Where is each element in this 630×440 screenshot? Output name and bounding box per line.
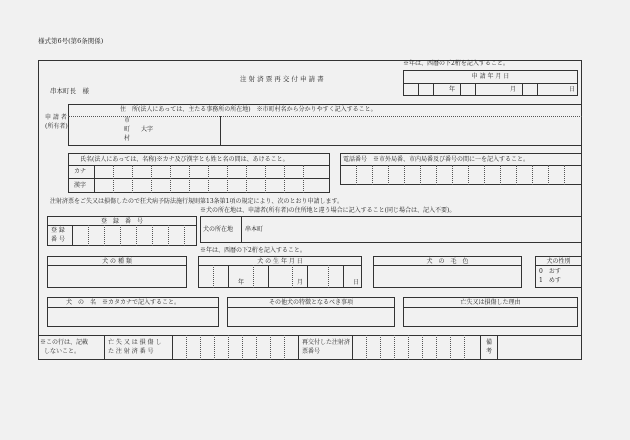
address-label: 住 所(法人にあっては、主たる事務所の所在地) ※市町村名から分かりやすく記入すること。 [120,106,377,113]
registration-header: 登 録 番 号 [100,218,143,225]
registration-label-1: 登 録 [51,227,65,234]
loss-reason-header: 亡失又は損傷した理由 [460,299,521,306]
kanji-label: 漢字 [74,182,87,189]
dog-coat-header: 犬 の 毛 色 [426,258,469,265]
lost-number-label-1: 亡 失 又 は 損 傷 し [108,339,162,346]
lost-number-label-2: た 注 射 済 番 号 [108,348,154,355]
dog-location-label: 犬の所在地 [203,226,234,233]
address-town: 町 [124,126,131,133]
dog-features-header: その他犬の特徴となるべき事項 [268,299,353,306]
dog-location-note: ※犬の所在地は、申請者(所有者)の住所地と違う場合に記入すること(同じ場合は、記入不要)。 [200,207,456,214]
owner-label: (所有者) [45,123,68,130]
application-day[interactable]: 日 [569,86,576,93]
remarks-label-1: 備 [486,339,493,346]
form-title: 注 射 済 票 再 交 付 申 請 書 [240,75,324,83]
address-village: 村 [124,135,131,142]
dog-birth-header: 犬 の 生 年 月 日 [257,258,303,265]
recipient: 串本町長 様 [50,87,89,95]
kana-label: カナ [74,168,87,175]
address-city: 市 [124,117,131,124]
form-number: 様式第6号(第6条関係) [38,37,104,45]
application-year[interactable]: 年 [449,86,456,93]
birth-month[interactable]: 月 [297,279,304,286]
office-use-note-1: ※この行は、記載 [40,339,89,346]
phone-label: 電話番号 ※市外局番、市内局番及び番号の間に一を記入すること。 [343,156,530,163]
birth-day[interactable]: 日 [353,279,360,286]
birth-note: ※年は、西暦の下2桁を記入すること。 [200,247,306,254]
birth-year[interactable]: 年 [238,279,245,286]
applicant-label: 申 請 者 [45,114,67,121]
sex-male-option[interactable]: 0 おす [539,268,561,275]
remarks-label-2: 考 [486,348,493,355]
remarks-field[interactable] [497,335,498,360]
name-label: 氏名(法人にあっては、名称)※カナ及び漢字とも姓と名の間は、あけること。 [80,156,289,163]
dog-sex-header: 犬の性別 [546,258,571,265]
dog-location-value: 串本町 [245,226,264,233]
address-input-area[interactable] [220,116,221,146]
office-use-note-2: しないこと。 [44,348,81,355]
sex-female-option[interactable]: 1 めす [539,277,561,284]
registration-label-2: 番 号 [51,236,65,243]
reissue-number-label-2: 票番号 [302,348,321,355]
application-month[interactable]: 月 [510,86,517,93]
dog-breed-header: 犬 の 種 類 [102,258,132,265]
reissue-number-label-1: 再交付した注射済 [302,339,351,346]
address-oaza: 大字 [141,126,154,133]
dog-name-header: 犬 の 名 ※カタカナで記入すること。 [66,299,181,306]
date-note: ※年は、西暦の下2桁を記入すること。 [403,60,509,67]
application-date-header: 申 請 年 月 日 [471,73,510,80]
application-statement: 注射済票をご失又は損傷したので狂犬病予防法施行規則第13条第1項の規定により、次のとおり申請します。 [50,198,343,205]
